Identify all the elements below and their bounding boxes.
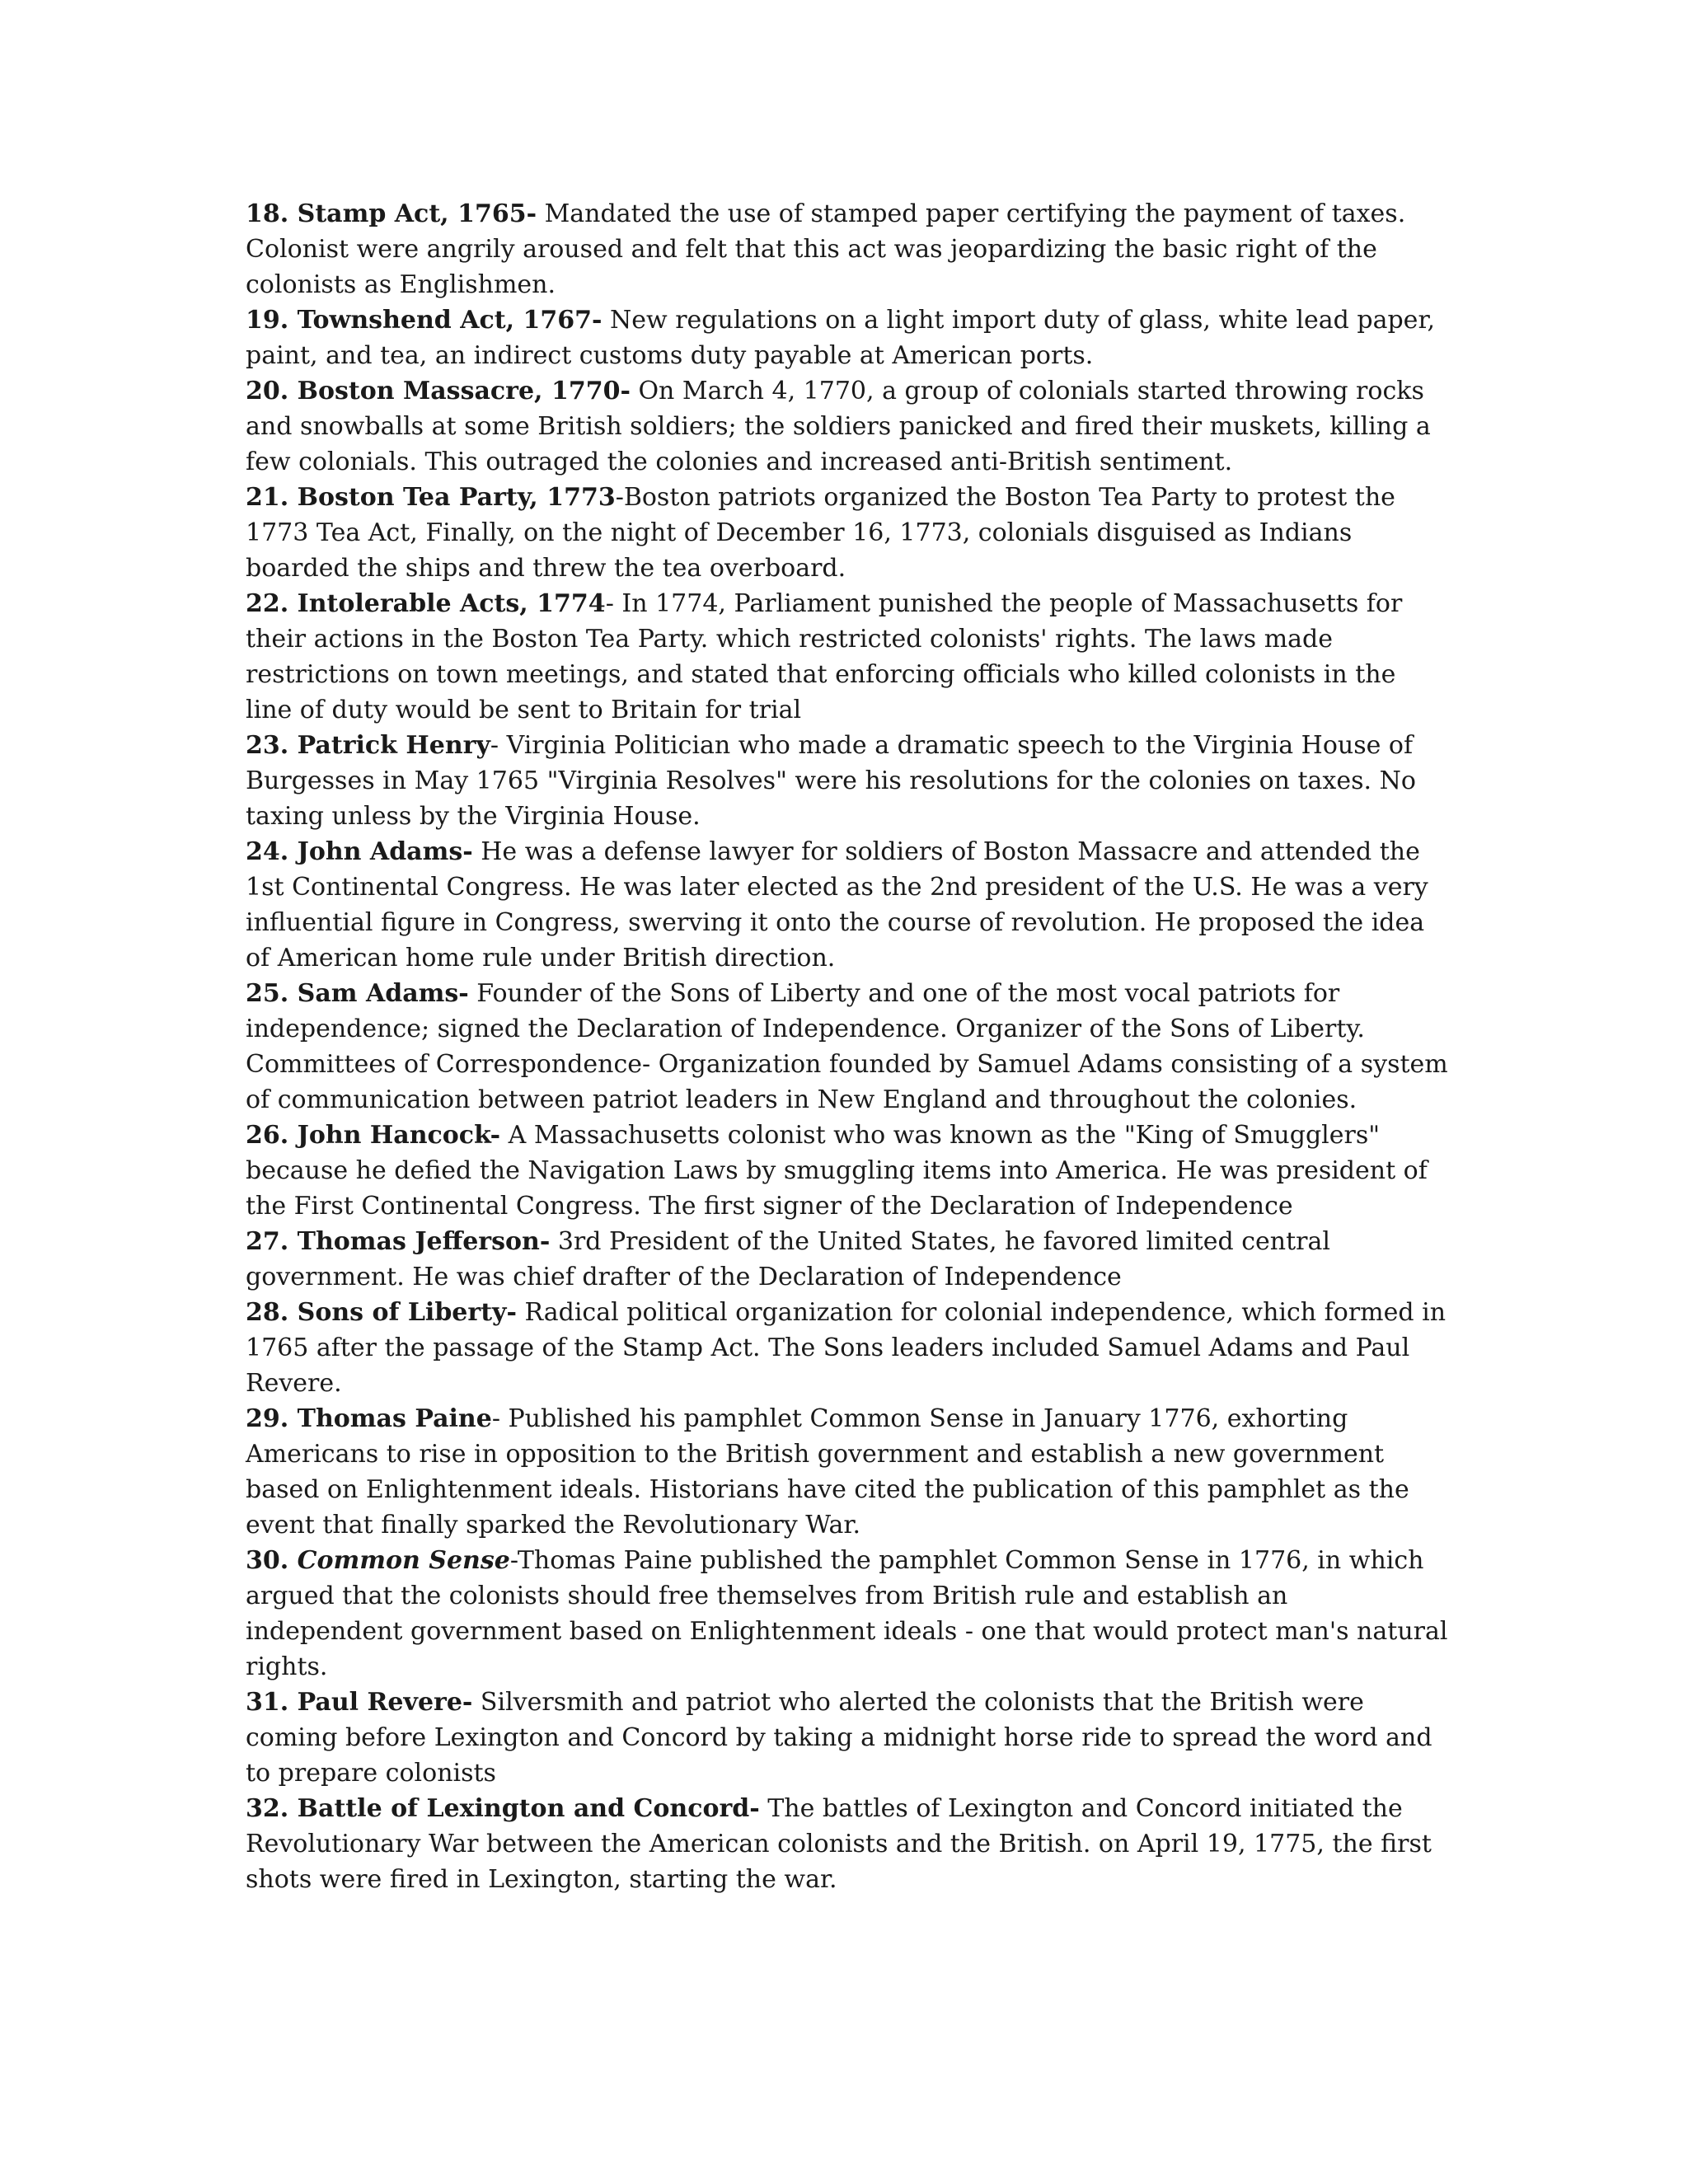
entry-john-adams [246,834,1449,976]
entry-number: 22. [246,589,289,618]
entry-title: Boston Tea Party, 1773 [297,483,616,512]
entry-stamp-act [246,196,1449,302]
entry-text: He was a defense lawyer for soldiers of Boston Massacre and attended the 1st Continental Congress. He was later elected as the 2nd president of the U.S. He was a very influential figure in Congress, swerving it onto the course of revolution. He proposed the idea of American home rule under British direction. [246,837,1428,972]
entry-title: Battle of Lexington and Concord- [297,1794,760,1823]
entry-number: 20. [246,377,289,405]
entry-number: 23. [246,731,289,760]
entry-heading [246,1404,492,1433]
entry-title: Common Sense [297,1546,510,1575]
entry-text: Founder of the Sons of Liberty and one of the most vocal patriots for independence; signed the Declaration of Independence. Organizer of the Sons of Liberty. Committees of Correspondence- Organization founded by Samuel Adams consisting of a system of communication between patriot leaders in New England and throughout the colonies. [246,979,1448,1114]
entry-number: 26. [246,1121,289,1150]
entry-number: 27. [246,1227,289,1256]
entry-boston-tea-party [246,480,1449,586]
entry-sons-of-liberty [246,1295,1449,1401]
entry-heading [246,1121,500,1150]
entry-text: Silversmith and patriot who alerted the colonists that the British were coming before Lexington and Concord by taking a midnight horse ride to spread the word and to prepare colonists [246,1688,1432,1788]
entry-text: Radical political organization for colonial independence, which formed in 1765 after the passage of the Stamp Act. The Sons leaders included Samuel Adams and Paul Revere. [246,1298,1447,1398]
entry-title: Townshend Act, 1767- [297,306,603,335]
entry-title: Stamp Act, 1765- [297,199,537,228]
entry-title: Thomas Jefferson- [297,1227,551,1256]
entry-lexington-concord [246,1791,1449,1897]
entry-heading [246,1298,517,1327]
entry-text: - Virginia Politician who made a dramatic speech to the Virginia House of Burgesses in May 1765 "Virginia Resolves" were his resolutions for the colonies on taxes. No taxing unless by the Virginia House. [246,731,1416,831]
entry-heading [246,1227,550,1256]
entry-heading [246,483,616,512]
entry-number: 18. [246,199,289,228]
entry-text: On March 4, 1770, a group of colonials started throwing rocks and snowballs at some British soldiers; the soldiers panicked and fired their muskets, killing a few colonials. This outraged the colonies and increased anti-British sentiment. [246,377,1431,476]
entry-title: John Hancock- [297,1121,501,1150]
entry-title: Patrick Henry [297,731,490,760]
entry-heading [246,1794,760,1823]
entry-title: John Adams- [297,837,473,866]
entry-number: 21. [246,483,289,512]
entry-number: 28. [246,1298,289,1327]
entry-common-sense [246,1543,1449,1685]
entry-heading [246,1546,510,1575]
entry-heading [246,306,602,335]
entry-title: Intolerable Acts, 1774 [297,589,606,618]
entry-heading [246,199,537,228]
entry-text: A Massachusetts colonist who was known as the "King of Smugglers" because he defied the Navigation Laws by smuggling items into America. He was president of the First Continental Congress. The first signer of the Declaration of Independence [246,1121,1428,1221]
entry-number: 24. [246,837,289,866]
entry-text: -Thomas Paine published the pamphlet Common Sense in 1776, in which argued that the colonists should free themselves from British rule and establish an independent government based on Enlightenment ideals - one that would protect man's natural rights. [246,1546,1448,1681]
entry-boston-massacre [246,373,1449,480]
entry-heading [246,1688,472,1717]
entry-intolerable-acts [246,586,1449,728]
entry-number: 32. [246,1794,289,1823]
document-page [246,196,1449,1897]
entry-heading [246,979,469,1008]
entry-title: Sons of Liberty- [297,1298,517,1327]
entry-heading [246,731,490,760]
entry-title: Paul Revere- [297,1688,473,1717]
entry-title: Boston Massacre, 1770- [297,377,631,405]
entry-text: - In 1774, Parliament punished the people of Massachusetts for their actions in the Boston Tea Party. which restricted colonists' rights. The laws made restrictions on town meetings, and stated that enforcing officials who killed colonists in the line of duty would be sent to Britain for trial [246,589,1403,724]
entry-number: 29. [246,1404,289,1433]
entry-heading [246,377,631,405]
entry-heading [246,837,473,866]
entry-text: The battles of Lexington and Concord initiated the Revolutionary War between the American colonists and the British. on April 19, 1775, the first shots were fired in Lexington, starting the war. [246,1794,1432,1894]
entry-patrick-henry [246,728,1449,834]
entry-title: Sam Adams- [297,979,469,1008]
entry-text: New regulations on a light import duty of glass, white lead paper, paint, and tea, an indirect customs duty payable at American ports. [246,306,1436,370]
entry-number: 30. [246,1546,289,1575]
entry-thomas-jefferson [246,1224,1449,1295]
entry-john-hancock [246,1118,1449,1224]
entry-number: 25. [246,979,289,1008]
entry-title: Thomas Paine [297,1404,492,1433]
entry-text: 3rd President of the United States, he favored limited central government. He was chief drafter of the Declaration of Independence [246,1227,1330,1291]
entry-text: Mandated the use of stamped paper certifying the payment of taxes. Colonist were angrily aroused and felt that this act was jeopardizing the basic right of the colonists as Englishmen. [246,199,1406,299]
entry-thomas-paine [246,1401,1449,1543]
entry-number: 31. [246,1688,289,1717]
entry-townshend-act [246,302,1449,373]
entry-text: - Published his pamphlet Common Sense in January 1776, exhorting Americans to rise in opposition to the British government and establish a new government based on Enlightenment ideals. Historians have cited the publication of this pamphlet as the event that finally sparked the Revolutionary War. [246,1404,1409,1540]
entry-sam-adams [246,976,1449,1118]
entry-paul-revere [246,1685,1449,1791]
entry-text: -Boston patriots organized the Boston Tea Party to protest the 1773 Tea Act, Finally, on the night of December 16, 1773, colonials disguised as Indians boarded the ships and threw the tea overboard. [246,483,1395,583]
entry-number: 19. [246,306,289,335]
entry-heading [246,589,606,618]
